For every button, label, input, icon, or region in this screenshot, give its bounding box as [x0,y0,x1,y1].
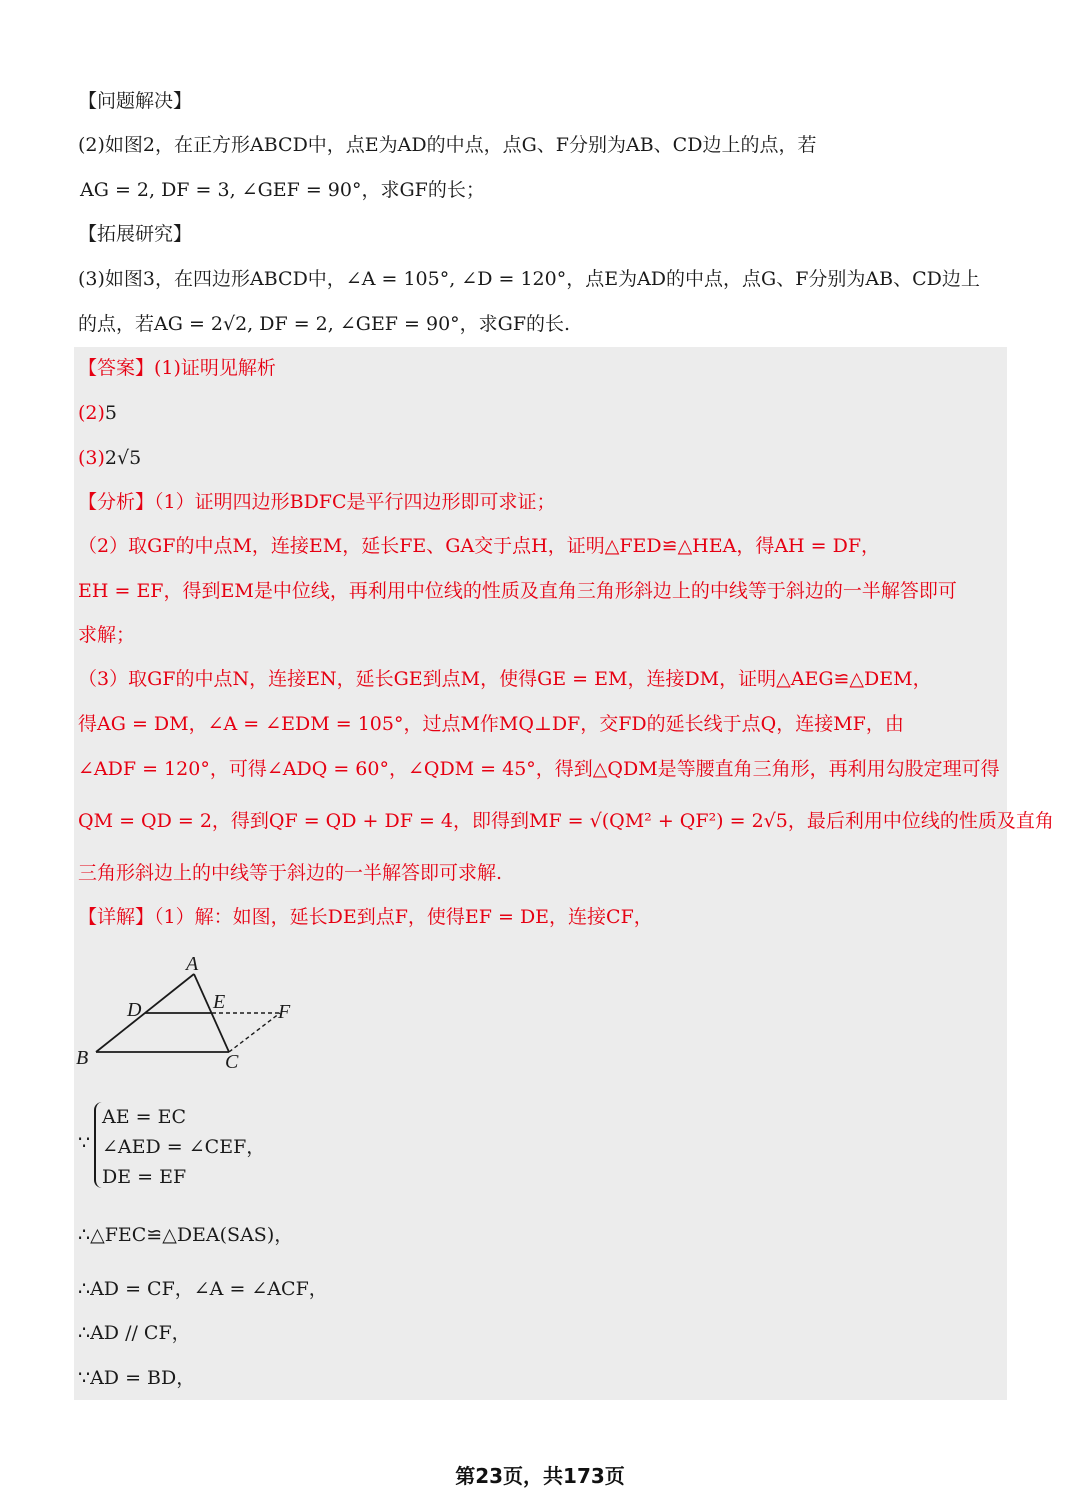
question-3-line-1: (3)如图3，在四边形ABCD中，∠A = 105°, ∠D = 120°，点E为AD的中点，点G、F分别为AB、CD边上 [78,268,980,290]
analysis-2-line-2: EH = EF，得到EM是中位线，再利用中位线的性质及直角三角形斜边上的中线等于斜边的一半解答即可 [78,580,957,602]
step-1: ∴△FEC≌△DEA(SAS)， [78,1224,294,1246]
question-2-line-1: (2)如图2，在正方形ABCD中，点E为AD的中点，点G、F分别为AB、CD边上的点，若 [78,134,817,156]
because-symbol: ∵ [78,1132,91,1154]
label-d: D [127,999,142,1021]
detail-label: 【详解】 [78,906,155,928]
step-2: ∴AD = CF，∠A = ∠ACF， [78,1278,328,1300]
page-number-footer: 第23页，共173页 [455,1464,625,1488]
step-4: ∵AD = BD， [78,1367,196,1389]
analysis-3-line-4: QM = QD = 2，得到QF = QD + DF = 4，即得到MF = √(QM² + QF²) = 2√5，最后利用中位线的性质及直角 [78,810,1054,832]
analysis-label: 【分析】 [78,491,155,513]
condition-3: DE = EF [102,1166,187,1188]
condition-1: AE = EC [102,1106,186,1128]
section-extension: 【拓展研究】 [78,223,193,245]
segment-cf-dashed [229,1013,280,1052]
analysis-3-line-2: 得AG = DM，∠A = ∠EDM = 105°，过点M作MQ⊥DF，交FD的延长线于点Q，连接MF，由 [78,713,904,735]
answer-1: 【答案】(1)证明见解析 [78,357,276,379]
label-b: B [76,1047,89,1069]
analysis-3-line-1: （3）取GF的中点N，连接EN，延长GE到点M，使得GE = EM，连接DM，证明△AEG≌△DEM， [78,668,932,690]
analysis-3-line-3: ∠ADF = 120°，可得∠ADQ = 60°，∠QDM = 45°，得到△QDM是等腰直角三角形，再利用勾股定理可得 [78,758,1000,780]
question-3-line-2: 的点，若AG = 2√2, DF = 2, ∠GEF = 90°，求GF的长. [78,313,571,335]
answer-3: (3)2√5 [78,447,142,469]
label-e: E [213,991,226,1013]
answer-2: (2)5 [78,402,118,424]
label-f: F [278,1001,291,1023]
label-c: C [225,1051,239,1073]
triangle-figure [70,950,310,1080]
condition-2: ∠AED = ∠CEF， [102,1136,266,1158]
analysis-2-line-3: 求解； [78,624,136,646]
condition-system [78,1102,298,1192]
analysis-3-line-5: 三角形斜边上的中线等于斜边的一半解答即可求解. [78,862,503,884]
section-problem-solving: 【问题解决】 [78,90,193,112]
answer-label: 【答案】 [78,357,155,379]
detail-intro: 【详解】（1）解：如图，延长DE到点F，使得EF = DE，连接CF， [78,906,653,928]
label-a: A [186,953,199,975]
question-2-line-2: AG = 2, DF = 3, ∠GEF = 90°，求GF的长； [80,179,485,201]
analysis-2-line-1: （2）取GF的中点M，连接EM，延长FE、GA交于点H，证明△FED≌△HEA，得AH = DF， [78,535,881,557]
step-3: ∴AD // CF， [78,1322,191,1344]
analysis-1: 【分析】（1）证明四边形BDFC是平行四边形即可求证； [78,491,556,513]
